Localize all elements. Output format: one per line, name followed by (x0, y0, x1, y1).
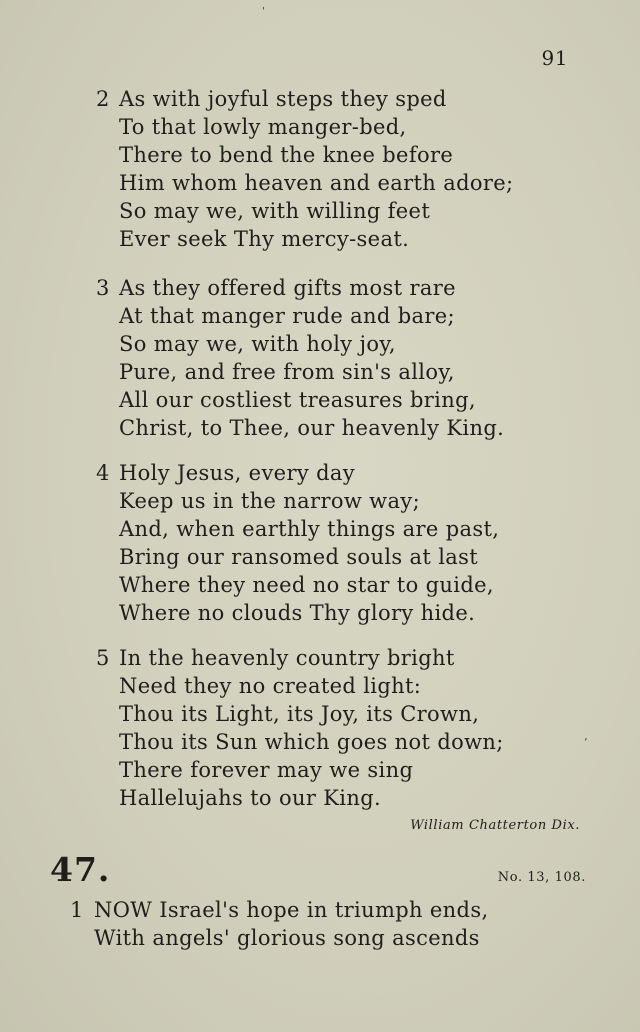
stanza-number: 1 (70, 898, 84, 922)
verse-line: Where no clouds Thy glory hide. (119, 601, 476, 625)
page-number: 91 (541, 46, 568, 70)
verse-line: With angels' glorious song ascends (94, 926, 480, 950)
verse-line: Thou its Sun which goes not down; (119, 730, 504, 754)
verse-line: There to bend the knee before (119, 143, 454, 167)
verse-line: In the heavenly country bright (119, 646, 455, 670)
verse-line: At that manger rude and bare; (119, 304, 455, 328)
stanza-lines (94, 896, 564, 952)
tune-reference: No. 13, 108. (497, 870, 586, 885)
verse-line: Thou its Light, its Joy, its Crown, (119, 702, 480, 726)
stanza-lines (119, 459, 589, 627)
verse-line: Ever seek Thy mercy-seat. (119, 227, 410, 251)
verse-line: All our costliest treasures bring, (119, 388, 476, 412)
stanza-number: 5 (96, 646, 110, 670)
stanza-lines (119, 274, 589, 442)
stanza-number: 2 (96, 87, 110, 111)
verse-line: There forever may we sing (119, 758, 414, 782)
verse-line: Pure, and free from sin's alloy, (119, 360, 455, 384)
author-attribution: William Chatterton Dix. (410, 818, 580, 833)
stanza-lines (119, 85, 589, 253)
verse-line: And, when earthly things are past, (119, 517, 500, 541)
verse-line: To that lowly manger-bed, (119, 115, 407, 139)
verse-line: So may we, with holy joy, (119, 332, 396, 356)
verse-line: Keep us in the narrow way; (119, 489, 421, 513)
verse-line: Christ, to Thee, our heavenly King. (119, 416, 505, 440)
verse-line: Hallelujahs to our King. (119, 786, 382, 810)
verse-line: Bring our ransomed souls at last (119, 545, 479, 569)
verse-line: NOW Israel's hope in triumph ends, (94, 898, 489, 922)
verse-line: Him whom heaven and earth adore; (119, 171, 514, 195)
verse-line: Where they need no star to guide, (119, 573, 494, 597)
verse-line: As they offered gifts most rare (119, 276, 456, 300)
verse-line: As with joyful steps they sped (119, 87, 447, 111)
hymn-number: 47. (50, 850, 111, 889)
verse-line: Need they no created light: (119, 674, 422, 698)
stanza-number: 4 (96, 461, 110, 485)
verse-line: Holy Jesus, every day (119, 461, 355, 485)
stanza-number: 3 (96, 276, 110, 300)
print-speck: ˌ (262, 0, 266, 11)
stanza-lines (119, 644, 589, 812)
print-speck: ’ (584, 736, 588, 749)
verse-line: So may we, with willing feet (119, 199, 431, 223)
